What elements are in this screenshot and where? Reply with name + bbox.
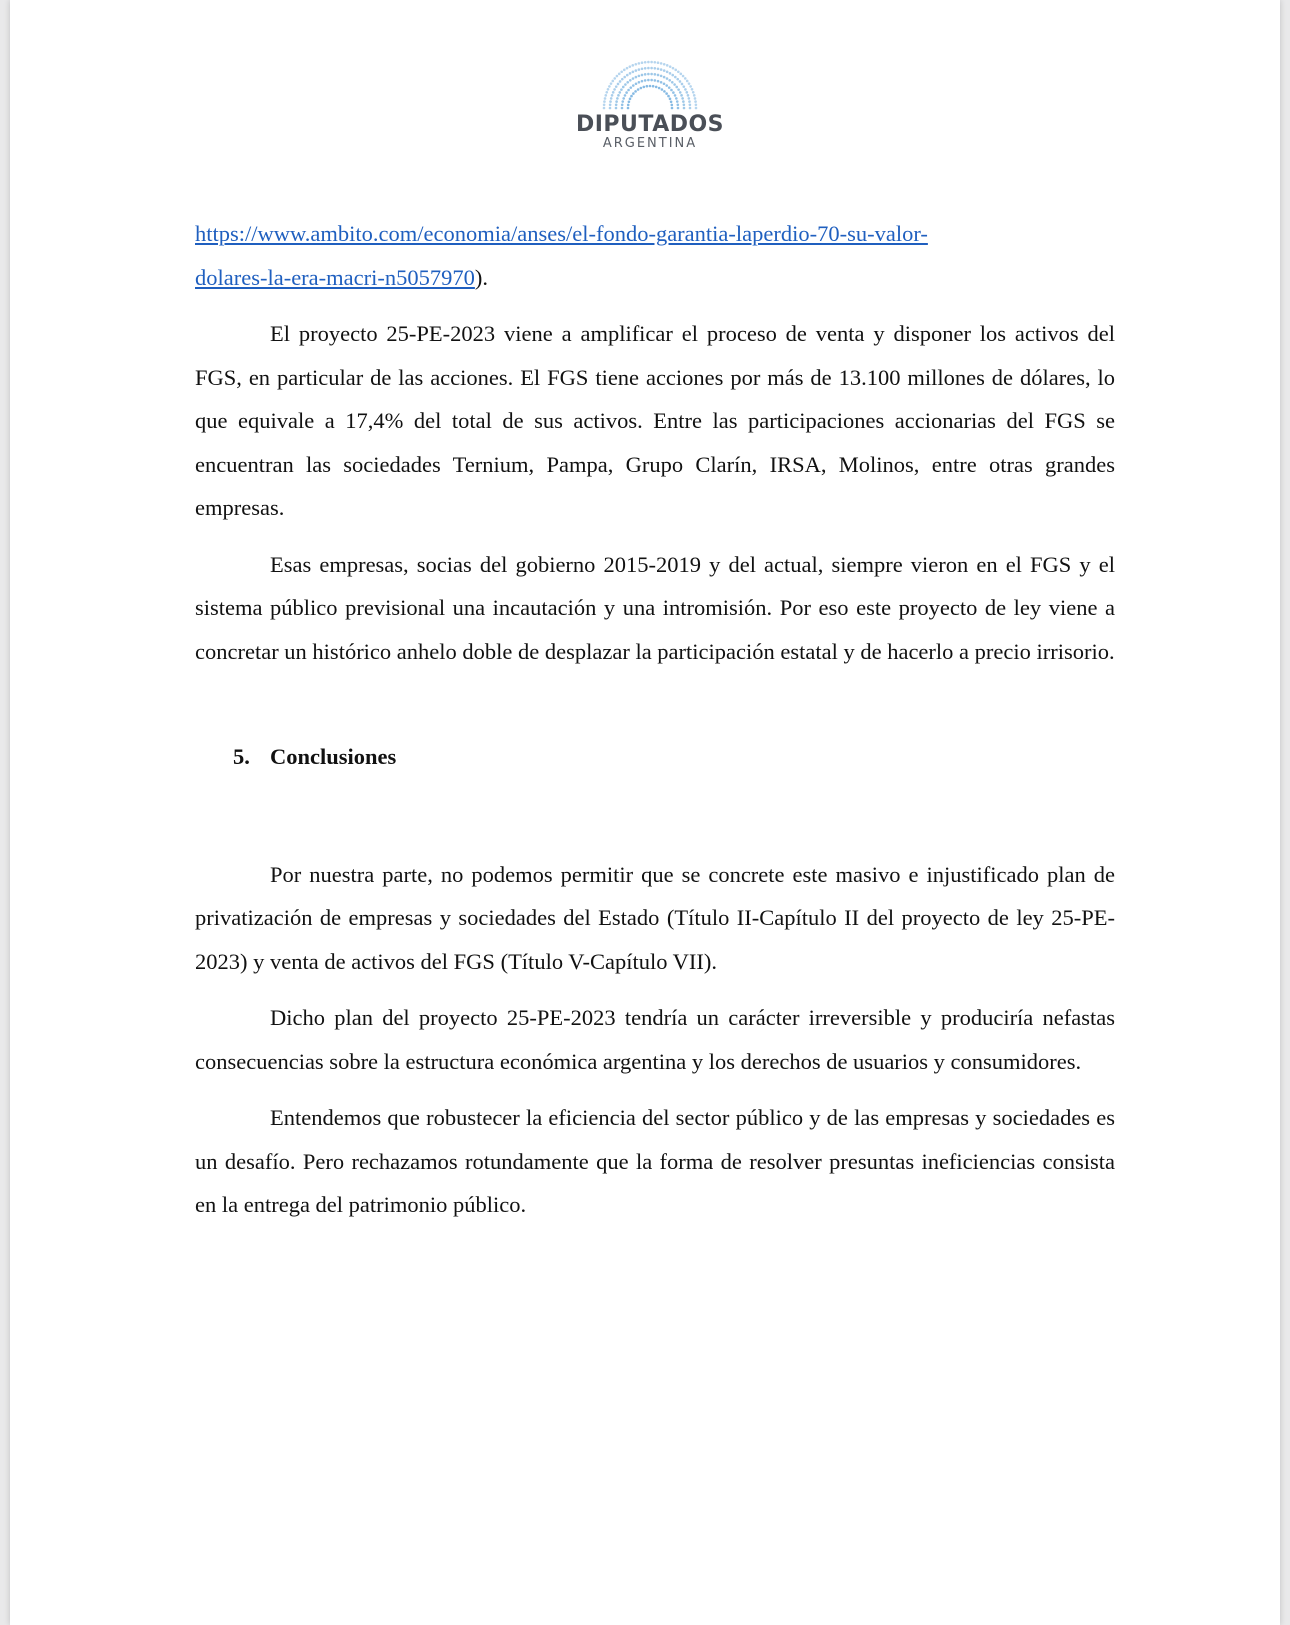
hemicycle-seat xyxy=(671,74,674,77)
hemicycle-seat xyxy=(647,73,650,76)
hemicycle-seat xyxy=(624,83,627,86)
congress-hemicycle-icon xyxy=(595,58,705,110)
hemicycle-seat xyxy=(694,97,697,100)
hemicycle-seat xyxy=(613,88,616,91)
hemicycle-seat xyxy=(641,74,644,77)
hemicycle-seat xyxy=(686,80,689,83)
hemicycle-seat xyxy=(612,91,615,94)
hemicycle-seat xyxy=(615,85,618,88)
hemicycle-seat xyxy=(611,80,614,83)
hemicycle-seat xyxy=(623,76,626,79)
hemicycle-seat xyxy=(668,79,671,82)
hemicycle-seat xyxy=(654,67,657,70)
hemicycle-seat xyxy=(652,85,655,88)
hemicycle-seat xyxy=(672,91,675,94)
hemicycle-seat xyxy=(670,104,673,107)
paragraph-conclusion-3: Entendemos que robustecer la eficiencia del sector público y de las empresas y sociedades es un desafío. Pero rechazamos rotundamente que la forma de resolver presuntas ineficiencias consista en la entrega del patrimonio público. xyxy=(195,1105,1115,1217)
hemicycle-seat xyxy=(621,103,624,106)
hemicycle-seat xyxy=(609,103,612,106)
hemicycle-seat xyxy=(615,107,618,110)
hemicycle-seat xyxy=(621,100,624,103)
hemicycle-seat xyxy=(629,65,632,68)
hemicycle-seat xyxy=(605,91,608,94)
hemicycle-seat xyxy=(609,100,612,103)
hemicycle-seat xyxy=(677,70,680,73)
hemicycle-seat xyxy=(635,82,638,85)
hemicycle-seat xyxy=(635,76,638,79)
hemicycle-seat xyxy=(660,75,663,78)
hemicycle-seat xyxy=(617,94,620,97)
hemicycle-seat xyxy=(634,90,637,93)
logo-subtitle: ARGENTINA xyxy=(602,136,698,151)
hemicycle-seat xyxy=(608,85,611,88)
hemicycle-seat xyxy=(644,61,647,64)
hemicycle-seat xyxy=(657,61,660,64)
hemicycle-seat xyxy=(661,88,664,91)
hemicycle-seat xyxy=(689,85,692,88)
hemicycle-seat xyxy=(604,97,607,100)
hemicycle-seat xyxy=(660,68,663,71)
hemicycle-seat xyxy=(604,94,607,97)
hemicycle-seat xyxy=(682,75,685,78)
hemicycle-seat xyxy=(663,76,666,79)
hemicycle-seat xyxy=(688,82,691,85)
hemicycle-seat xyxy=(669,65,672,68)
hemicycle-seat xyxy=(610,97,613,100)
hemicycle-seat xyxy=(628,101,631,104)
hemicycle-seat xyxy=(665,92,668,95)
hemicycle-seat xyxy=(621,78,624,81)
hemicycle-seat xyxy=(637,88,640,91)
hemicycle-seat xyxy=(622,97,625,100)
hemicycle-seat xyxy=(603,107,606,110)
hemicycle-seat xyxy=(654,61,657,64)
hemicycle-seat xyxy=(621,107,624,110)
hemicycle-seat xyxy=(622,86,625,89)
hemicycle-seat xyxy=(632,84,635,87)
hemicycle-seat xyxy=(655,86,658,89)
document-page xyxy=(10,0,1280,1625)
hemicycle-seat xyxy=(641,61,644,64)
hemicycle-seat xyxy=(650,73,653,76)
hemicycle-seat xyxy=(675,97,678,100)
hemicycle-seat xyxy=(643,86,646,89)
section-title: Conclusiones xyxy=(270,744,397,769)
hemicycle-seat xyxy=(629,98,632,101)
hemicycle-seat xyxy=(673,83,676,86)
hemicycle-seat xyxy=(620,70,623,73)
hemicycle-seat xyxy=(671,107,674,110)
hemicycle-seat xyxy=(670,101,673,104)
hemicycle-seat xyxy=(660,62,663,65)
hemicycle-seat xyxy=(610,82,613,85)
hemicycle-seat xyxy=(679,80,682,83)
hemicycle-seat xyxy=(626,74,629,77)
hemicycle-seat xyxy=(674,69,677,72)
reference-link-line1[interactable]: https://www.ambito.com/economia/anses/el-fondo-garantia-laperdio-70-su-valor- xyxy=(195,221,928,246)
hemicycle-seat xyxy=(675,86,678,89)
hemicycle-seat xyxy=(657,74,660,77)
hemicycle-seat xyxy=(613,77,616,80)
hemicycle-seat xyxy=(663,63,666,66)
paragraph-conclusion-1: Por nuestra parte, no podemos permitir que se concrete este masivo e injustificado plan de privatización de empresas y sociedades del Estado (Título II-Capítulo II del proyecto de ley 25-PE-2023) y venta de activos del FGS (Título V-Capítulo VII). xyxy=(195,861,1115,974)
section-number: 5. xyxy=(233,744,250,769)
hemicycle-seat xyxy=(693,94,696,97)
hemicycle-seat xyxy=(674,76,677,79)
hemicycle-seat xyxy=(663,69,666,72)
hemicycle-seat xyxy=(683,107,686,110)
document-body xyxy=(195,212,1115,1240)
hemicycle-seat xyxy=(691,88,694,91)
paragraph-conclusion-2: Dicho plan del proyecto 25-PE-2023 tendría un carácter irreversible y produciría nefastas consecuencias sobre la estructura económica argentina y los derechos de usuarios y consumidores. xyxy=(195,1005,1115,1074)
hemicycle-seat xyxy=(666,71,669,74)
hemicycle-seat xyxy=(632,92,635,95)
hemicycle-seat xyxy=(629,72,632,75)
hemicycle-seat xyxy=(646,85,649,88)
hemicycle-seat xyxy=(657,80,660,83)
hemicycle-seat xyxy=(631,64,634,67)
hemicycle-seat xyxy=(688,100,691,103)
hemicycle-seat xyxy=(684,88,687,91)
hemicycle-seat xyxy=(679,91,682,94)
hemicycle-seat xyxy=(629,79,632,82)
hemicycle-seat xyxy=(677,103,680,106)
hemicycle-seat xyxy=(684,77,687,80)
paragraph-companies: Esas empresas, socias del gobierno 2015-2019 y del actual, siempre vieron en el FGS y el sistema público previsional una incautación y una intromisión. Por eso este proyecto de ley viene a concretar un histórico anhelo doble de desplazar la participación estatal y de hacerlo a precio irrisorio. xyxy=(195,551,1115,664)
hemicycle-seat xyxy=(632,77,635,80)
section-heading xyxy=(233,735,1115,779)
hemicycle-seat xyxy=(626,67,629,70)
hemicycle-seat xyxy=(640,87,643,90)
hemicycle-seat xyxy=(615,103,618,106)
hemicycle-seat xyxy=(667,95,670,98)
reference-link-line2[interactable]: dolares-la-era-macri-n5057970 xyxy=(195,264,475,290)
hemicycle-seat xyxy=(630,95,633,98)
hemicycle-seat xyxy=(695,107,698,110)
hemicycle-seat xyxy=(654,73,657,76)
hemicycle-seat xyxy=(647,61,650,64)
hemicycle-seat xyxy=(683,85,686,88)
hemicycle-seat xyxy=(672,67,675,70)
hemicycle-seat xyxy=(632,71,635,74)
hemicycle-seat xyxy=(694,100,697,103)
hemicycle-seat xyxy=(649,85,652,88)
hemicycle-seat xyxy=(663,90,666,93)
hemicycle-seat xyxy=(682,100,685,103)
hemicycle-seat xyxy=(641,68,644,71)
diputados-logo xyxy=(570,58,730,166)
hemicycle-seat xyxy=(660,81,663,84)
hemicycle-seat xyxy=(689,103,692,106)
hemicycle-seat xyxy=(603,103,606,106)
hemicycle-seat xyxy=(679,73,682,76)
hemicycle-seat xyxy=(683,103,686,106)
hemicycle-seat xyxy=(638,68,641,71)
hemicycle-seat xyxy=(616,97,619,100)
hemicycle-seat xyxy=(644,67,647,70)
hemicycle-seat xyxy=(629,86,632,89)
hemicycle-seat xyxy=(615,100,618,103)
logo-title: DIPUTADOS xyxy=(575,112,725,137)
hemicycle-seat xyxy=(623,69,626,72)
hemicycle-seat xyxy=(618,91,621,94)
hemicycle-seat xyxy=(609,107,612,110)
hemicycle-seat xyxy=(657,68,660,71)
hemicycle-seat xyxy=(688,97,691,100)
hemicycle-seat xyxy=(607,88,610,91)
hemicycle-seat xyxy=(650,61,653,64)
hemicycle-seat xyxy=(665,84,668,87)
hemicycle-seat xyxy=(669,72,672,75)
hemicycle-seat xyxy=(695,103,698,106)
hemicycle-seat xyxy=(666,64,669,67)
hemicycle-seat xyxy=(647,67,650,70)
hemicycle-seat xyxy=(624,94,627,97)
hemicycle-seat xyxy=(635,69,638,72)
hemicycle-seat xyxy=(627,104,630,107)
hemicycle-seat xyxy=(644,73,647,76)
hemicycle-seat xyxy=(681,83,684,86)
hemicycle-seat xyxy=(689,107,692,110)
hemicycle-seat xyxy=(638,75,641,78)
hemicycle-seat xyxy=(616,75,619,78)
hemicycle-seat xyxy=(677,107,680,110)
hemicycle-seat xyxy=(603,100,606,103)
hemicycle-seat xyxy=(647,79,650,82)
hemicycle-seat xyxy=(619,80,622,83)
reference-paragraph xyxy=(195,212,1115,299)
hemicycle-seat xyxy=(658,87,661,90)
hemicycle-seat xyxy=(669,98,672,101)
hemicycle-seat xyxy=(676,100,679,103)
hemicycle-seat xyxy=(618,73,621,76)
paragraph-fgs-assets: El proyecto 25-PE-2023 viene a amplificar el proceso de venta y disponer los activos del FGS, en particular de las acciones. El FGS tiene acciones por más de 13.100 millones de dólares, lo que equivale a 17,4% del total de sus activos. Entre las participaciones accionarias del FGS se encuentran las sociedades Ternium, Pampa, Grupo Clarín, IRSA, Molinos, entre otras grandes empresas. xyxy=(195,321,1115,520)
hemicycle-seat xyxy=(674,94,677,97)
hemicycle-seat xyxy=(627,89,630,92)
hemicycle-seat xyxy=(687,94,690,97)
hemicycle-seat xyxy=(638,62,641,65)
hemicycle-seat xyxy=(670,89,673,92)
hemicycle-seat xyxy=(627,107,630,110)
hemicycle-seat xyxy=(681,97,684,100)
hemicycle-seat xyxy=(626,81,629,84)
hemicycle-seat xyxy=(680,94,683,97)
hemicycle-seat xyxy=(676,78,679,81)
hemicycle-seat xyxy=(638,81,641,84)
hemicycle-seat xyxy=(666,77,669,80)
reference-link-tail: ). xyxy=(474,264,488,290)
hemicycle-seat xyxy=(634,63,637,66)
hemicycle-seat xyxy=(617,83,620,86)
hemicycle-seat xyxy=(650,67,653,70)
hemicycle-seat xyxy=(641,80,644,83)
hemicycle-seat xyxy=(611,94,614,97)
hemicycle-seat xyxy=(644,79,647,82)
hemicycle-seat xyxy=(692,91,695,94)
hemicycle-seat xyxy=(671,81,674,84)
hemicycle-seat xyxy=(650,79,653,82)
hemicycle-seat xyxy=(625,91,628,94)
hemicycle-seat xyxy=(668,86,671,89)
hemicycle-seat xyxy=(663,82,666,85)
hemicycle-seat xyxy=(620,88,623,91)
hemicycle-seat xyxy=(677,88,680,91)
hemicycle-seat xyxy=(654,79,657,82)
hemicycle-seat xyxy=(686,91,689,94)
